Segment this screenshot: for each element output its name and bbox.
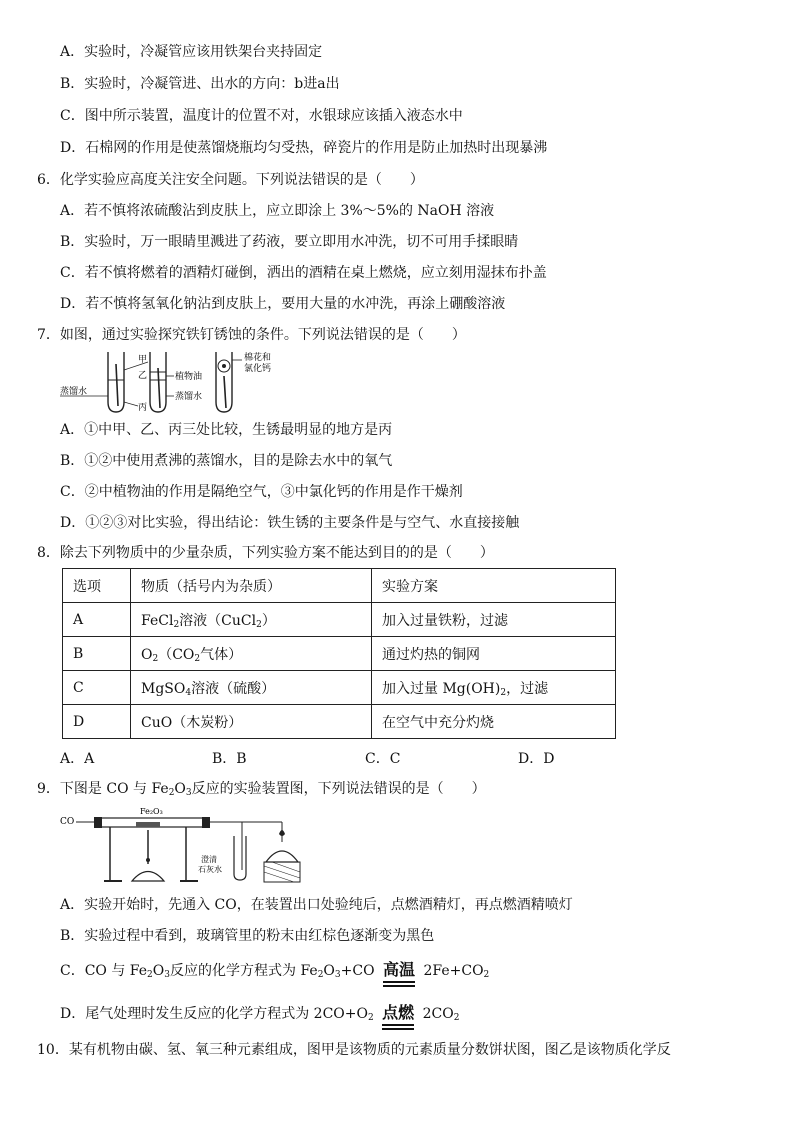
q7-option-d: D．①②③对比实验，得出结论：铁生锈的主要条件是与空气、水直接接触 [60, 515, 520, 531]
table-row [63, 705, 616, 739]
row-plan: 通过灼热的铜网 [372, 637, 616, 671]
label-co: CO [60, 817, 75, 827]
q9-option-a: A．实验开始时，先通入 CO，在装置出口处验纯后，点燃酒精灯，再点燃酒精喷灯 [60, 897, 573, 913]
q6-option-b: B．实验时，万一眼睛里溅进了药液，要立即用水冲洗，切不可用手揉眼睛 [60, 234, 519, 250]
fe2o3-powder [136, 822, 160, 827]
label-bing: 丙 [138, 403, 148, 413]
q6-option-a: A．若不慎将浓硫酸沾到皮肤上，应立即涂上 3%～5%的 NaOH 溶液 [60, 203, 495, 219]
nail-3 [224, 376, 226, 408]
label-yi: 乙 [138, 371, 148, 381]
nail-2 [158, 368, 160, 408]
q8-table [62, 568, 616, 739]
reaction-condition-high-temp: 高温 [383, 960, 415, 987]
q8-answer-c: C．C [365, 751, 401, 767]
label-limewater-2: 石灰水 [198, 865, 222, 874]
flame-icon [279, 830, 285, 836]
row-option: D [63, 705, 131, 739]
nail-1 [116, 364, 118, 406]
q8-stem: 8．除去下列物质中的少量杂质，下列实验方案不能达到目的的是（ ） [37, 545, 494, 561]
header-plan: 实验方案 [372, 569, 616, 603]
q9-stem: 9．下图是 CO 与 $Fe_2O_3$反应的实验装置图，下列说法错误的是（ ） [37, 781, 486, 798]
q8-answer-d: D．D [518, 751, 555, 767]
q9-option-d: D．尾气处理时发生反应的化学方程式为 $2CO+O_2$ 点燃 $2CO_2$ [60, 1003, 459, 1030]
table-row [63, 603, 616, 637]
q5-option-c: C．图中所示装置，温度计的位置不对，水银球应该插入液态水中 [60, 108, 463, 124]
label-water-mid: 蒸馏水 [175, 392, 203, 402]
q7-option-a: A．①中甲、乙、丙三处比较，生锈最明显的地方是丙 [60, 422, 393, 438]
table-row [63, 671, 616, 705]
reaction-condition-ignite: 点燃 [382, 1003, 414, 1030]
stopper-left [94, 817, 102, 828]
q7-figure-nail-rust [58, 350, 298, 416]
row-substance: $O_2(CO_2$气体） [131, 637, 372, 671]
alcohol-lamp [266, 851, 298, 862]
label-cotton-2: 氯化钙 [244, 364, 272, 374]
label-cotton-1: 棉花和 [244, 353, 272, 363]
row-plan: 在空气中充分灼烧 [372, 705, 616, 739]
row-option: A [63, 603, 131, 637]
q8-answer-a: A．A [60, 751, 95, 767]
row-plan: 加入过量 $Mg(OH)_2$，过滤 [372, 671, 616, 705]
row-substance: FeCl$_2$溶液（CuCl$_2$） [131, 603, 372, 637]
q10-stem: 10．某有机物由碳、氢、氧三种元素组成，图甲是该物质的元素质量分数饼状图，图乙是该物质化学反 [37, 1042, 671, 1058]
limewater-tube [234, 836, 246, 880]
row-substance: MgSO$_4$溶液（硫酸） [131, 671, 372, 705]
q7-option-c: C．②中植物油的作用是隔绝空气，③中氯化钙的作用是作干燥剂 [60, 484, 463, 500]
header-substance: 物质（括号内为杂质） [131, 569, 372, 603]
q6-option-d: D．若不慎将氢氧化钠沾到皮肤上，要用大量的水冲洗，再涂上硼酸溶液 [60, 296, 506, 312]
q6-stem: 6．化学实验应高度关注安全问题。下列说法错误的是（ ） [37, 172, 424, 188]
label-jia: 甲 [138, 355, 148, 365]
label-limewater-1: 澄清 [201, 855, 217, 864]
tube-1-outline [108, 352, 124, 412]
q5-option-d: D．石棉网的作用是使蒸馏烧瓶均匀受热，碎瓷片的作用是防止加热时出现暴沸 [60, 140, 548, 156]
row-plan: 加入过量铁粉，过滤 [372, 603, 616, 637]
label-water-left: 蒸馏水 [60, 387, 88, 397]
q7-stem: 7．如图，通过实验探究铁钉锈蚀的条件。下列说法错误的是（ ） [37, 327, 466, 343]
q9-figure-co-reduction [58, 806, 308, 886]
row-substance: CuO（木炭粉） [131, 705, 372, 739]
label-oil: 植物油 [175, 372, 203, 382]
q9-option-c: C．CO 与 $Fe_2O_3$反应的化学方程式为 $Fe_2O_3+CO$ 高温 $2Fe+CO_2$ [60, 960, 489, 987]
header-option: 选项 [63, 569, 131, 603]
blast-lamp-base [132, 872, 164, 882]
stopper-right [202, 817, 210, 828]
label-fe2o3: Fe₂O₃ [140, 807, 163, 816]
q5-option-b: B．实验时，冷凝管进、出水的方向：b进a出 [60, 76, 340, 92]
row-option: B [63, 637, 131, 671]
q9-option-b: B．实验过程中看到，玻璃管里的粉末由红棕色逐渐变为黑色 [60, 928, 435, 944]
q8-answer-b: B．B [212, 751, 247, 767]
q5-option-a: A．实验时，冷凝管应该用铁架台夹持固定 [60, 44, 323, 60]
q6-option-c: C．若不慎将燃着的酒精灯碰倒，洒出的酒精在桌上燃烧，应立刻用湿抹布扑盖 [60, 265, 547, 281]
q7-option-b: B．①②中使用煮沸的蒸馏水，目的是除去水中的氧气 [60, 453, 393, 469]
table-header-row [63, 569, 616, 603]
row-option: C [63, 671, 131, 705]
table-row [63, 637, 616, 671]
